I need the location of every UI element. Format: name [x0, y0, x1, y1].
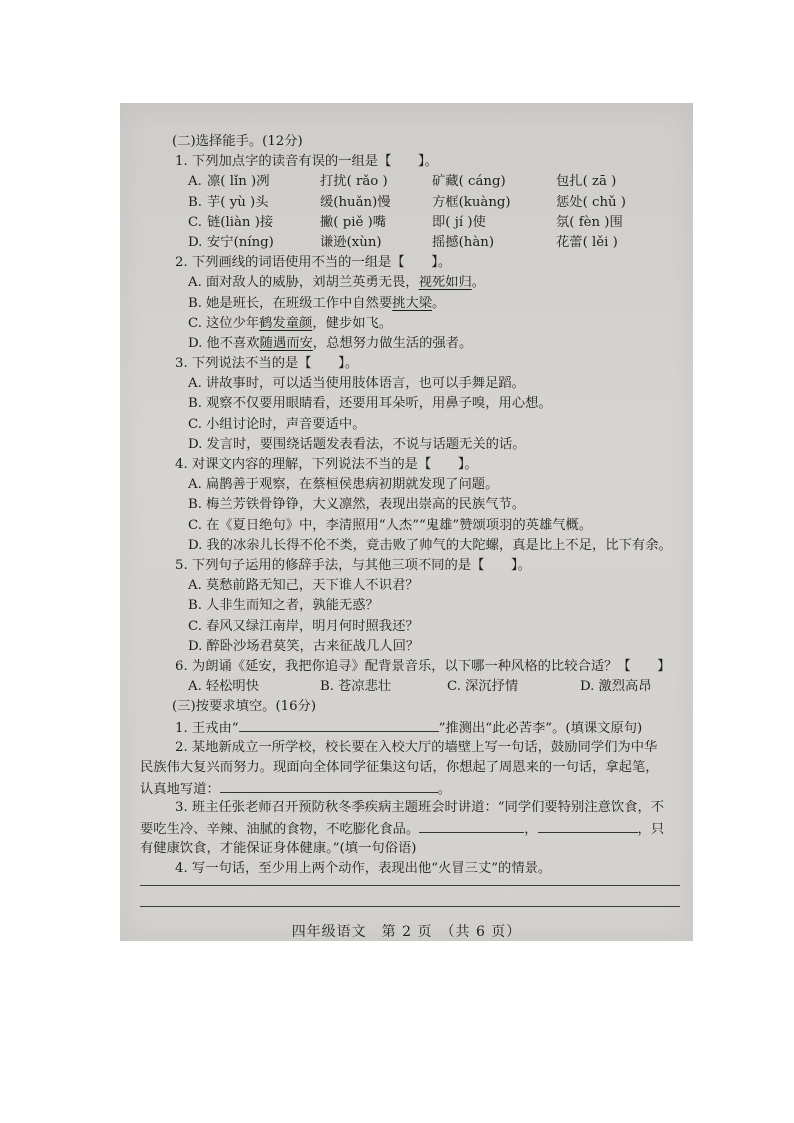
option-text: 发言时，要围绕话题发表看法，不说与话题无关的话。 — [206, 436, 526, 452]
pinyin-item: 谦逊(xùn) — [320, 234, 382, 250]
option-label: B. — [188, 295, 202, 311]
answer-blank — [220, 778, 438, 793]
option-label: D. — [188, 436, 203, 452]
question-6-option-d — [580, 677, 652, 697]
option-text: 梅兰芳铁骨铮铮，大义凛然，表现出崇高的民族气节。 — [206, 497, 526, 513]
pinyin-item: 惩处( chǔ ) — [556, 194, 626, 210]
fill-item-2-line-2: 民族伟大复兴而努力。现面向全体同学征集这句话，你想起了周恩来的一句话，拿起笔， — [140, 759, 659, 775]
pinyin-item: 安宁(níng) — [207, 234, 274, 250]
option-label: B. — [188, 598, 202, 614]
exam-page — [120, 103, 693, 941]
fill-item-3-line-3: 有健康饮食，才能保证身体健康。”(填一句俗语) — [140, 840, 417, 856]
question-2-option-c — [140, 314, 685, 334]
option-text: 。 — [432, 295, 446, 311]
option-text: 他不喜欢 — [206, 335, 260, 351]
question-2-option-d — [140, 334, 685, 354]
option-label: A. — [188, 578, 202, 594]
option-label: D. — [188, 335, 203, 351]
pinyin-item: 氛( fèn )围 — [556, 214, 623, 230]
option-text: 轻松明快 — [205, 679, 260, 695]
option-text: 我的冰尜儿长得不伦不类，竟击败了帅气的大陀螺，真是比上不足，比下有余。 — [206, 537, 672, 553]
option-text: 在《夏日绝句》中，李清照用“人杰”“鬼雄”赞颂项羽的英雄气概。 — [205, 517, 593, 533]
item-text: ， — [524, 822, 538, 838]
answer-line — [140, 885, 680, 886]
option-text: 激烈高昂 — [598, 679, 652, 695]
question-3-stem: 3. 下列说法不当的是【 】。 — [175, 356, 359, 372]
item-text: 认真地写道： — [140, 782, 220, 797]
option-label: D. — [188, 234, 203, 250]
question-4-option-d — [140, 536, 685, 556]
question-1-option-b — [140, 193, 685, 213]
fill-item-1 — [140, 717, 685, 737]
option-text: ，健步如飞。 — [312, 315, 393, 331]
option-label: A. — [188, 174, 202, 190]
underlined-phrase: 鹤发童颜 — [259, 315, 313, 331]
option-text: 扁鹊善于观察，在蔡桓侯患病初期就发现了问题。 — [205, 477, 499, 493]
answer-blank — [419, 818, 524, 833]
pinyin-item: 缓(huǎn)慢 — [320, 194, 391, 210]
pinyin-item: 摇撼(hàn) — [432, 234, 495, 250]
item-text: ，只 — [637, 822, 665, 838]
question-6-option-c — [447, 677, 518, 697]
underlined-phrase: 挑大梁 — [392, 295, 433, 311]
pinyin-item: 链(liàn )接 — [207, 214, 274, 230]
fill-item-3-line-2 — [140, 818, 685, 838]
question-2-stem: 2. 下列画线的词语使用不当的一组是【 】。 — [175, 255, 452, 271]
pinyin-item: 打扰( rǎo ) — [320, 174, 388, 190]
underlined-phrase: 视死如归 — [418, 275, 472, 291]
option-label: B. — [188, 396, 202, 412]
option-label: C. — [188, 214, 202, 230]
item-text: ”推测出“此必苦李”。(填课文原句) — [438, 721, 643, 737]
question-3-option-c — [140, 415, 685, 435]
fill-item-3-line-1: 3. 班主任张老师召开预防秋冬季疾病主题班会时讲道：“同学们要特别注意饮食，不 — [175, 800, 665, 816]
pinyin-item: 凛( lǐn )冽 — [207, 174, 270, 190]
option-label: B. — [320, 679, 334, 695]
page-footer: 四年级语文 第 2 页 （共 6 页） — [291, 924, 522, 940]
question-5-option-b — [140, 596, 685, 616]
option-label: C. — [188, 517, 202, 533]
option-text: 人非生而知之者，孰能无惑？ — [206, 598, 379, 614]
question-6-option-b — [320, 677, 391, 697]
option-label: A. — [188, 376, 202, 392]
option-label: D. — [188, 638, 203, 654]
fill-item-2-line-3 — [140, 778, 685, 798]
option-label: D. — [188, 537, 203, 553]
answer-blank — [239, 717, 439, 732]
pinyin-item: 方框(kuàng) — [432, 194, 511, 210]
option-text: 莫愁前路无知己，天下谁人不识君？ — [205, 578, 419, 594]
item-text: 1. 王戎由“ — [175, 721, 239, 737]
option-label: C. — [447, 679, 461, 695]
question-4-stem: 4. 对课文内容的理解，下列说法不当的是【 】。 — [175, 457, 478, 472]
option-label: A. — [188, 477, 202, 493]
answer-line — [140, 906, 680, 907]
pinyin-item: 包扎( zā ) — [556, 174, 617, 190]
option-label: B. — [188, 497, 202, 513]
pinyin-item: 芋( yù )头 — [207, 194, 269, 210]
option-label: C. — [188, 315, 202, 331]
question-3-option-a — [140, 374, 685, 394]
option-label: B. — [188, 194, 202, 210]
question-1-option-d — [140, 233, 685, 253]
item-text: 。 — [437, 782, 452, 797]
option-text: 苍凉悲壮 — [338, 679, 392, 695]
option-text: 小组讨论时，声音要适中。 — [205, 416, 366, 432]
question-5-stem: 5. 下列句子运用的修辞手法，与其他三项不同的是【 】。 — [175, 557, 531, 573]
question-4-option-c — [140, 516, 685, 536]
question-4-option-b — [140, 495, 685, 515]
question-5-option-d — [140, 637, 685, 657]
fill-item-4: 4. 写一句话，至少用上两个动作，表现出他“火冒三丈”的情景。 — [175, 860, 552, 876]
question-6-options — [140, 677, 685, 697]
fill-item-2-line-1: 2. 某地新成立一所学校，校长要在入校大厅的墙壁上写一句话，鼓励同学们为中华 — [175, 739, 658, 755]
option-text: 她是班长，在班级工作中自然要 — [206, 295, 393, 311]
question-1-option-a — [140, 172, 685, 192]
option-text: 深沉抒情 — [464, 679, 519, 695]
option-text: 面对敌人的威胁，刘胡兰英勇无畏， — [205, 275, 419, 291]
question-5-option-c — [140, 617, 685, 637]
question-1-option-c — [140, 213, 685, 233]
question-4-option-a — [140, 475, 685, 495]
option-text: 观察不仅要用眼睛看，还要用耳朵听，用鼻子嗅，用心想。 — [206, 396, 552, 412]
question-3-option-b — [140, 394, 685, 414]
question-2-option-a — [140, 273, 685, 293]
exam-content — [140, 132, 685, 879]
question-1-stem: 1. 下列加点字的读音有误的一组是【 】。 — [175, 154, 438, 170]
pinyin-item: 花蕾( lěi ) — [556, 234, 618, 250]
option-label: D. — [580, 679, 595, 695]
option-text: ，总想努力做生活的强者。 — [312, 335, 473, 351]
option-label: A. — [188, 275, 202, 291]
item-text: 要吃生冷、辛辣、油腻的食物，不吃膨化食品。 — [140, 822, 420, 838]
section-heading-choice: (二)选择能手。(12分) — [172, 134, 303, 149]
option-text: 醉卧沙场君莫笑，古来征战几人回？ — [206, 638, 420, 654]
option-text: 讲故事时，可以适当使用肢体语言，也可以手舞足蹈。 — [205, 376, 525, 392]
underlined-phrase: 随遇而安 — [259, 335, 313, 351]
question-3-option-d — [140, 435, 685, 455]
section-heading-fill-in: (三)按要求填空。(16分) — [172, 699, 317, 715]
pinyin-item: 矿藏( cáng) — [432, 174, 506, 190]
answer-blank — [538, 818, 638, 833]
option-text: 春风又绿江南岸，明月何时照我还？ — [205, 618, 419, 634]
question-6-stem: 6. 为朗诵《延安，我把你追寻》配背景音乐，以下哪一种风格的比较合适？【 】 — [175, 658, 671, 674]
option-label: A. — [188, 679, 202, 695]
option-text: 这位少年 — [205, 315, 260, 331]
option-label: C. — [188, 416, 202, 432]
question-6-option-a — [188, 677, 259, 697]
option-label: C. — [188, 618, 202, 634]
pinyin-item: 撇( piě )嘴 — [320, 214, 387, 230]
option-text: 。 — [471, 275, 486, 291]
question-5-option-a — [140, 576, 685, 596]
question-2-option-b — [140, 294, 685, 314]
pinyin-item: 即( jí )使 — [432, 214, 486, 230]
